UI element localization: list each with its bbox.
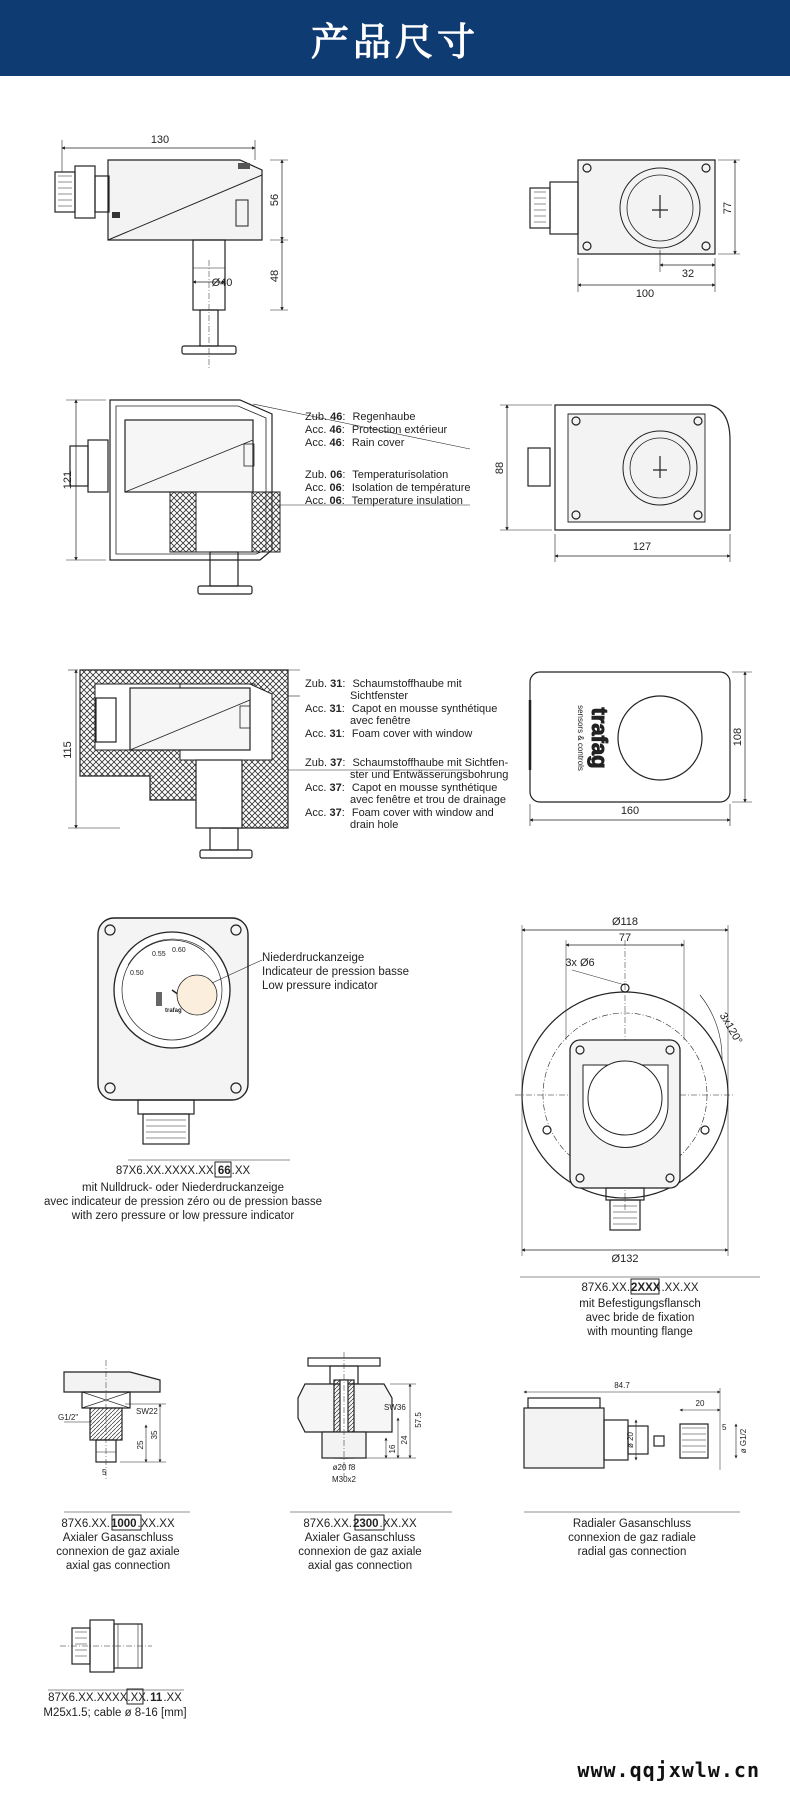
front-view-drawing [530,160,740,292]
svg-text:avec indicateur de pression zé: avec indicateur de pression zéro ou de pression basse [43,1196,323,1208]
dim-d20: ø 20 [626,1431,635,1449]
page-title: 产品尺寸 [310,19,479,64]
dim-d40: Ø40 [211,277,233,289]
axial-connection-1-caption [56,1518,179,1572]
svg-text:Acc. 06: Isolation de températ: Acc. 06: Isolation de température [305,482,471,494]
svg-text:Niederdruckanzeige: Niederdruckanzeige [262,952,365,964]
dim-35: 35 [150,1430,159,1440]
svg-text:M25x1.5; cable ø 8-16 [mm]: M25x1.5; cable ø 8-16 [mm] [43,1707,187,1719]
dim-sw22: SW22 [136,1407,158,1416]
svg-text:0.50: 0.50 [130,970,144,977]
svg-text:ster und Entwässerungsbohrung: ster und Entwässerungsbohrung [350,769,509,781]
cable-gland-drawing [48,1620,184,1690]
cable-gland-caption [43,1692,186,1719]
svg-text:87X6.XX.XXXX.XX.66.XX: 87X6.XX.XXXX.XX.66.XX [115,1165,251,1177]
dim-d132: Ø132 [611,1253,639,1265]
axial-connection-2-drawing [290,1352,452,1512]
svg-text:Radialer Gasanschluss: Radialer Gasanschluss [572,1518,692,1530]
svg-text:Acc. 37: Capot en mousse synth: Acc. 37: Capot en mousse synthétique [305,782,498,794]
svg-text:with zero pressure or low pres: with zero pressure or low pressure indicator [71,1210,295,1222]
svg-text:Low pressure indicator: Low pressure indicator [262,980,378,992]
svg-text:trafag: trafag [587,707,612,769]
svg-text:avec fenêtre et trou de draina: avec fenêtre et trou de drainage [350,794,506,806]
dim-56: 56 [269,193,281,207]
dim-130: 130 [150,134,170,146]
svg-text:87X6.XX.1000.XX.XX: 87X6.XX.1000.XX.XX [61,1518,175,1530]
dim-m30: M30x2 [331,1475,357,1484]
dim-16: 16 [388,1444,397,1454]
dim-160: 160 [620,805,640,817]
svg-text:with mounting flange: with mounting flange [587,1326,693,1338]
dim-108: 108 [732,727,744,747]
acc-31-list [305,678,497,740]
svg-text:Axialer Gasanschluss: Axialer Gasanschluss [304,1532,416,1544]
dim-32: 32 [681,268,695,280]
svg-text:connexion de gaz axiale: connexion de gaz axiale [56,1546,180,1558]
rain-cover-front-drawing [500,405,730,562]
dim-5b: 5 [722,1423,727,1432]
dim-dg12: ø G1/2 [739,1428,748,1454]
dim-g12: G1/2" [58,1413,79,1422]
dim-3x120: 3x120° [716,1010,745,1047]
low-pressure-caption [44,1160,322,1222]
dim-20: 20 [695,1399,705,1408]
svg-text:connexion de gaz axiale: connexion de gaz axiale [298,1546,422,1558]
dim-100: 100 [635,288,655,300]
svg-text:Zub. 37: Schaumstoffhaube mit: Zub. 37: Schaumstoffhaube mit Sichtfen- [305,757,509,769]
svg-text:sensors & controls: sensors & controls [576,705,585,771]
dim-88: 88 [494,461,506,475]
svg-text:Zub. 31: Schaumstoffhaube mit: Zub. 31: Schaumstoffhaube mit [305,678,462,690]
axial-connection-2-caption [298,1518,421,1572]
svg-text:Zub. 06: Temperaturisolation: Zub. 06: Temperaturisolation [305,469,449,481]
dim-sw36: SW36 [384,1403,406,1412]
dim-3x6: 3x Ø6 [565,957,595,969]
svg-text:Sichtfenster: Sichtfenster [350,690,409,702]
svg-text:87X6.XX.XXXX.XX.11.XX: 87X6.XX.XXXX.XX.11.XX [48,1692,182,1704]
acc-06-list [305,469,470,507]
axial-connection-1-drawing [64,1360,190,1512]
dim-5: 5 [102,1468,107,1477]
svg-text:axial gas connection: axial gas connection [307,1560,413,1572]
svg-text:axial gas connection: axial gas connection [65,1560,171,1572]
svg-text:drain hole: drain hole [350,819,399,831]
svg-text:Acc. 31: Foam cover with windo: Acc. 31: Foam cover with window [305,728,473,740]
site-url: www.qqjxwlw.cn [577,1758,760,1782]
mounting-flange-caption [520,1277,760,1338]
svg-text:Axialer Gasanschluss: Axialer Gasanschluss [62,1532,174,1544]
svg-text:87X6.XX.2XXX.XX.XX: 87X6.XX.2XXX.XX.XX [581,1282,699,1294]
foam-cover-front-drawing [530,672,752,826]
dim-25: 25 [136,1440,145,1450]
mounting-flange-drawing [515,925,735,1256]
radial-connection-drawing [524,1388,740,1512]
svg-text:mit Befestigungsflansch: mit Befestigungsflansch [579,1298,701,1310]
dim-d118: Ø118 [611,916,639,928]
dim-24: 24 [400,1435,409,1445]
svg-text:0.60: 0.60 [172,947,186,954]
svg-text:avec fenêtre: avec fenêtre [350,715,411,727]
svg-text:Acc. 46: Protection extérieur: Acc. 46: Protection extérieur [305,424,448,436]
acc-37-list [305,757,509,831]
dim-d20f8: ø20 f8 [332,1463,356,1472]
dim-127: 127 [632,541,652,553]
svg-text:Acc. 46: Rain cover: Acc. 46: Rain cover [305,437,405,449]
trafag-logo [576,705,612,771]
dim-84-7: 84.7 [614,1381,630,1390]
svg-text:connexion de gaz radiale: connexion de gaz radiale [568,1532,696,1544]
dim-77b: 77 [618,932,632,944]
dim-57-5: 57.5 [414,1412,423,1428]
svg-text:trafag: trafag [165,1008,182,1014]
dim-77: 77 [722,201,734,215]
svg-text:radial gas connection: radial gas connection [577,1546,687,1558]
acc-46-list [305,411,448,449]
dim-115: 115 [62,741,74,759]
dim-48: 48 [269,269,281,283]
svg-text:0.55: 0.55 [152,951,166,958]
dim-121: 121 [62,470,74,490]
svg-text:mit Nulldruck- oder Niederdruc: mit Nulldruck- oder Niederdruckanzeige [82,1182,284,1194]
svg-text:Acc. 37: Foam cover with windo: Acc. 37: Foam cover with window and [305,807,494,819]
svg-text:Zub. 46: Regenhaube: Zub. 46: Regenhaube [305,411,416,423]
svg-text:Acc. 06: Temperature insulatio: Acc. 06: Temperature insulation [305,495,463,507]
svg-text:87X6.XX.2300.XX.XX: 87X6.XX.2300.XX.XX [303,1518,417,1530]
svg-text:Indicateur de pression basse: Indicateur de pression basse [262,966,410,978]
svg-text:avec bride de fixation: avec bride de fixation [585,1312,695,1324]
low-pressure-callout [262,952,409,992]
svg-text:Acc. 31: Capot en mousse synth: Acc. 31: Capot en mousse synthétique [305,703,498,715]
side-view-drawing [55,140,288,370]
radial-connection-caption [568,1518,696,1558]
